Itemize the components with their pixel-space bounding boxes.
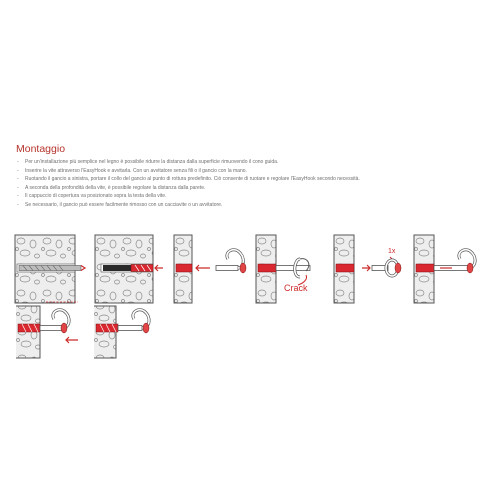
instruction-text: Per un'installazione più semplice nel legno è possibile ridurre la distanza dalla superficie rimuovendo il cono guida. [25,159,279,165]
step-figure-insert [95,235,165,303]
instruction-step: - Se necessario, il gancio può essere facilmente rimosso con un cacciavite o un avvitatore. [17,201,223,208]
instruction-step: - Il cappuccio di copertura va posizionato sopra la testa della vite. [17,193,167,200]
step-figure-rotate [334,235,406,303]
instruction-text: A seconda della profondità della vite, è possibile regolare la distanza dalla parete. [25,184,206,191]
drill-bit-icon [19,266,85,271]
instructions-list [17,158,487,210]
step-figure-final [414,235,494,303]
easy-hook-icon [216,250,246,273]
instruction-text: Se necessario, il gancio può essere facilmente rimosso con un cacciavite o un avvitatore. [25,201,223,208]
easy-hook-icon [372,260,401,276]
cover-cap-icon [143,323,149,333]
step-figure-drill [15,235,85,303]
instruction-step: - Per un'installazione più semplice nel legno è possibile ridurre la distanza dalla superficie rimuovendo il cono guida. [17,159,279,165]
arrow-left-icon [66,337,78,343]
instruction-step: - Inserire la vite attraverso l'EasyHook e avvitarla. Con un avvitatore senza fili o il gancio con la mano. [17,167,247,174]
arrow-left-icon [196,265,210,271]
step-figure-cap [94,300,164,358]
step-figure-adjust [16,300,86,358]
easy-hook-icon [40,310,69,333]
instruction-step: - Ruotando il gancio a sinistra, portare il collo del gancio al punto di rottura predefinito. Ciò consente di ruotare e regolare l'EasyHook secondo necessità. [17,176,360,183]
arrow-left-icon [155,265,163,271]
crack-label: Crack [284,283,308,293]
arrow-right-icon [362,265,370,271]
turn-count-label: 1x [388,248,396,255]
step-figure-hook [174,235,254,303]
instruction-text: Ruotando il gancio a sinistra, portare il collo del gancio al punto di rottura predefinito. Ciò consente di ruotare e regolare l'EasyHook secondo necessità. [25,176,360,183]
section-title: Montaggio [16,143,66,155]
instruction-step: - A seconda della profondità della vite, è possibile regolare la distanza dalla parete. [17,184,206,191]
instruction-text: Il cappuccio di copertura va posizionato sopra la testa della vite. [25,193,167,200]
wall-plug-icon [103,265,153,272]
step-figure-crack [256,235,326,303]
instruction-text: Inserire la vite attraverso l'EasyHook e avvitarla. Con un avvitatore senza fili o il gancio con la mano. [25,167,247,174]
